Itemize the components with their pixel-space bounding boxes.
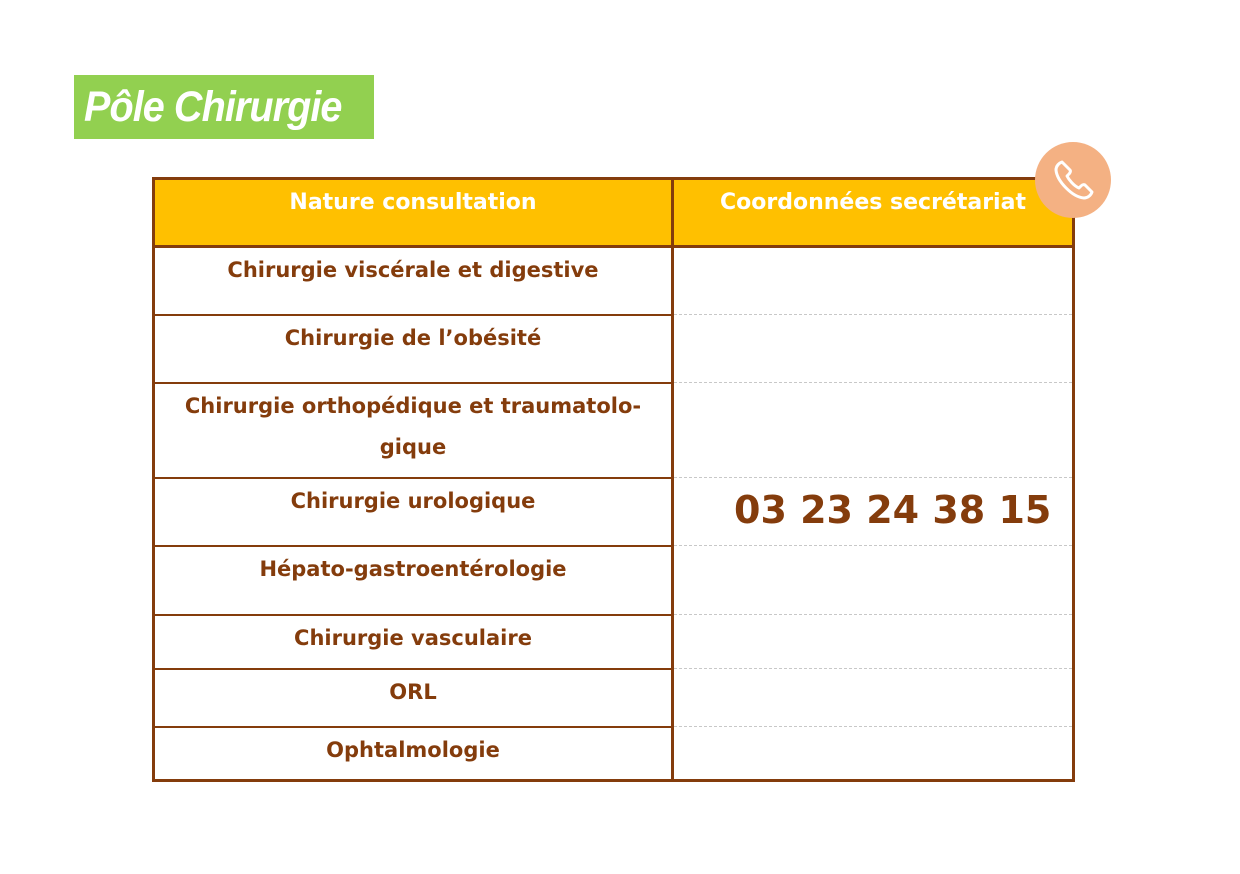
- row-label: Chirurgie vasculaire: [294, 625, 532, 650]
- nature-cell: [154, 546, 673, 615]
- coordinates-cell: [673, 315, 1074, 383]
- nature-cell: [154, 315, 673, 383]
- table-row: [154, 315, 1074, 383]
- row-label: Chirurgie urologique: [290, 488, 536, 513]
- nature-cell: [154, 383, 673, 478]
- row-label: Ophtalmologie: [326, 737, 500, 762]
- header-nature: Nature consultation: [154, 179, 673, 247]
- page-title: Pôle Chirurgie: [84, 82, 342, 131]
- nature-cell: [154, 669, 673, 727]
- row-label: Chirurgie de l’obésité: [284, 325, 542, 350]
- nature-cell: [154, 247, 673, 315]
- table-header-row: [154, 179, 1074, 247]
- consultation-table: [152, 177, 1075, 782]
- nature-cell: [154, 615, 673, 669]
- row-label: Chirurgie viscérale et digestive: [227, 258, 599, 282]
- row-label: Chirurgie orthopédique et traumatolo-gique: [184, 393, 642, 459]
- header-coordinates: Coordonnées secrétariat: [673, 179, 1074, 247]
- coordinates-cell: [673, 669, 1074, 727]
- table-row: [154, 247, 1074, 315]
- table-row: [154, 727, 1074, 781]
- coordinates-cell: [673, 727, 1074, 781]
- phone-badge: [1035, 142, 1111, 218]
- row-label: ORL: [389, 679, 437, 704]
- title-banner: [74, 75, 374, 139]
- table-row: [154, 546, 1074, 615]
- table-row: [154, 669, 1074, 727]
- coordinates-cell: [673, 383, 1074, 478]
- table-row: [154, 615, 1074, 669]
- coordinates-cell: [673, 247, 1074, 315]
- nature-cell: [154, 727, 673, 781]
- coordinates-cell: [673, 546, 1074, 615]
- nature-cell: [154, 478, 673, 546]
- table-row: [154, 383, 1074, 478]
- row-label: Hépato-gastroentérologie: [259, 556, 567, 581]
- coordinates-cell: [673, 615, 1074, 669]
- phone-icon: [1035, 142, 1111, 218]
- secretariat-phone-number: 03 23 24 38 15: [734, 488, 1052, 532]
